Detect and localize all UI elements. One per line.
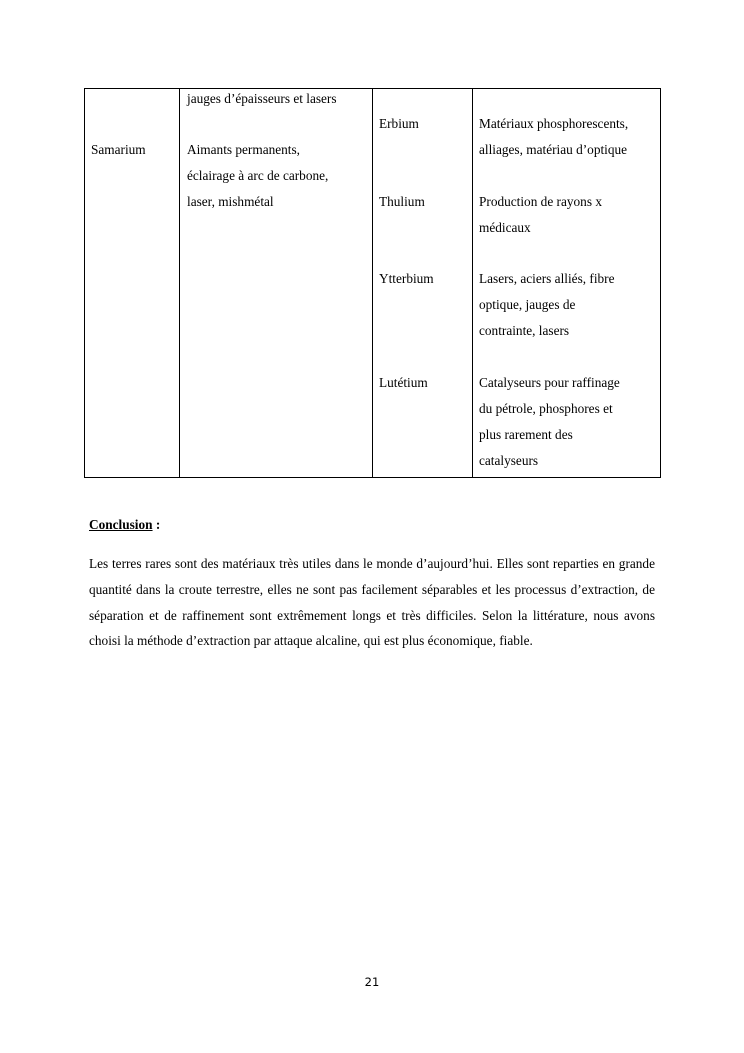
samarium-uses-line: éclairage à arc de carbone, xyxy=(187,168,329,183)
page-number: 21 xyxy=(364,975,380,989)
lutetium-uses-line: catalyseurs xyxy=(479,453,539,468)
erbium-uses-line: Matériaux phosphorescents, xyxy=(479,116,629,131)
element-name-lutetium: Lutétium xyxy=(379,375,428,390)
element-name-erbium: Erbium xyxy=(379,116,419,131)
element-name-samarium: Samarium xyxy=(91,142,146,157)
ytterbium-uses-line: Lasers, aciers alliés, fibre xyxy=(479,271,615,286)
conclusion-heading-colon: : xyxy=(152,517,161,532)
table-column-divider xyxy=(372,89,373,477)
samarium-uses-line: Aimants permanents, xyxy=(187,142,300,157)
ytterbium-uses-line: contrainte, lasers xyxy=(479,323,570,338)
conclusion-paragraph: Les terres rares sont des matériaux très utiles dans le monde d’aujourd’hui. Elles sont reparties en grande quantité dans la croute terrestre, elles ne sont pas facilement séparables et les processus d’extraction, de séparation et de raffinement sont extrêmement longs et très difficiles. Selon la littérature, nous avons choisi la méthode d’extraction par attaque alcaline, qui est plus économique, fiable. xyxy=(89,556,655,649)
conclusion-heading-text: Conclusion xyxy=(89,517,153,532)
thulium-uses-line: médicaux xyxy=(479,220,531,235)
samarium-uses-line: jauges d’épaisseurs et lasers xyxy=(187,91,337,106)
lutetium-uses-line: Catalyseurs pour raffinage xyxy=(479,375,620,390)
table-column-divider xyxy=(179,89,180,477)
lutetium-uses-line: plus rarement des xyxy=(479,427,573,442)
table-column-divider xyxy=(472,89,473,477)
element-name-thulium: Thulium xyxy=(379,194,425,209)
rare-earth-applications-table xyxy=(84,88,661,478)
ytterbium-uses-line: optique, jauges de xyxy=(479,297,576,312)
thulium-uses-line: Production de rayons x xyxy=(479,194,602,209)
element-name-ytterbium: Ytterbium xyxy=(379,271,434,286)
samarium-uses-line: laser, mishmétal xyxy=(187,194,274,209)
lutetium-uses-line: du pétrole, phosphores et xyxy=(479,401,613,416)
conclusion-heading xyxy=(89,515,160,535)
erbium-uses-line: alliages, matériau d’optique xyxy=(479,142,628,157)
